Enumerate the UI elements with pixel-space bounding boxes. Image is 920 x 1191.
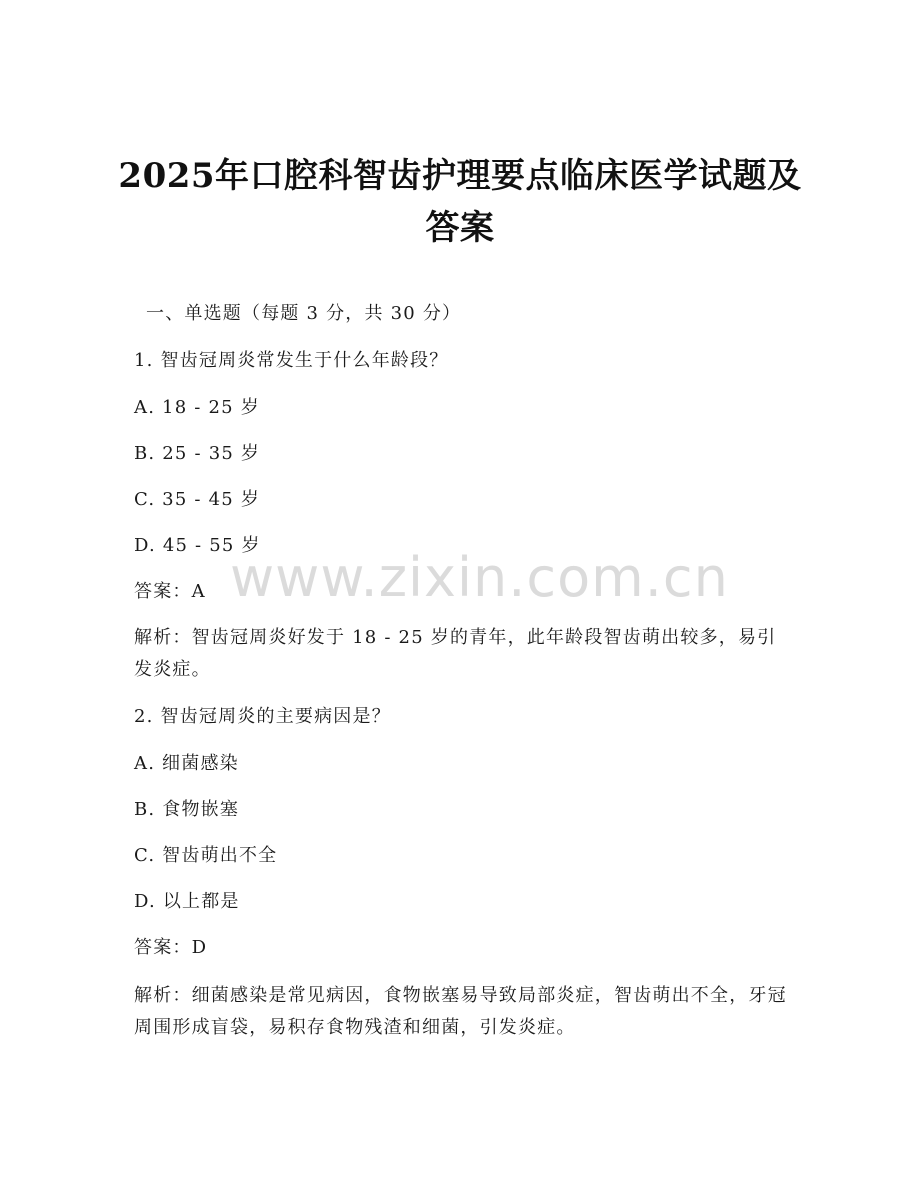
section-heading: 一、单选题（每题 3 分，共 30 分） <box>146 303 462 324</box>
option-a: A. 细菌感染 <box>134 753 239 774</box>
option-c: C. 智齿萌出不全 <box>134 845 278 866</box>
option-b: B. 食物嵌塞 <box>134 799 240 820</box>
option-a: A. 18 - 25 岁 <box>134 397 260 418</box>
explanation: 解析：智齿冠周炎好发于 18 - 25 岁的青年，此年龄段智齿萌出较多，易引发炎症。 <box>134 627 777 680</box>
option-b: B. 25 - 35 岁 <box>134 443 261 464</box>
option-c: C. 35 - 45 岁 <box>134 489 261 510</box>
answer: 答案：A <box>134 581 206 602</box>
question-stem: 2. 智齿冠周炎的主要病因是？ <box>134 706 391 727</box>
explanation: 解析：细菌感染是常见病因，食物嵌塞易导致局部炎症，智齿萌出不全，牙冠周围形成盲袋，易积存食物残渣和细菌，引发炎症。 <box>134 985 787 1038</box>
document-title: 2025年口腔科智齿护理要点临床医学试题及答案 <box>118 156 802 248</box>
option-d: D. 45 - 55 岁 <box>134 535 261 556</box>
watermark: www.zixin.com.cn <box>230 546 729 609</box>
question-stem: 1. 智齿冠周炎常发生于什么年龄段？ <box>134 350 449 371</box>
answer: 答案：D <box>134 937 208 958</box>
option-d: D. 以上都是 <box>134 891 240 912</box>
